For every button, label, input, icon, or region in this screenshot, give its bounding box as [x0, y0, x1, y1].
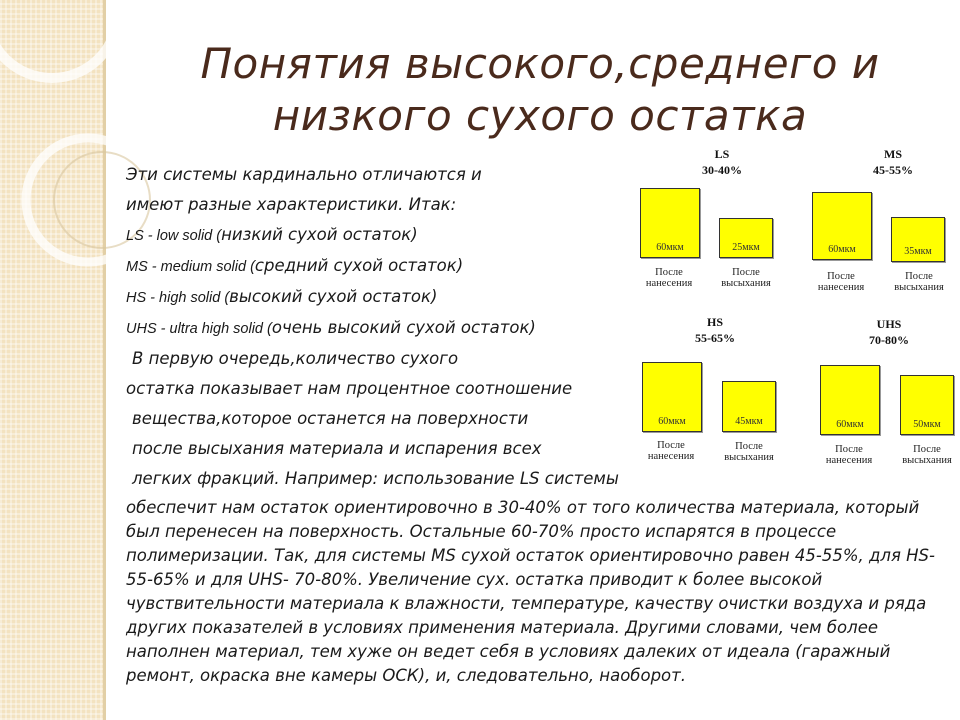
- intro-line: Эти системы кардинально отличаются и: [126, 165, 482, 184]
- hs-code: HS - high solid (: [126, 290, 230, 306]
- caption-before: После нанесения: [825, 444, 873, 466]
- caption-after: После высыхания: [902, 444, 952, 466]
- intro-line: вещества,которое останется на поверхности: [132, 409, 529, 428]
- system-heading: [692, 146, 752, 178]
- uhs-text: очень высокий сухой остаток): [271, 318, 536, 337]
- main-paragraph: обеспечит нам остаток ориентировочно в 30-40% от того количества материала, который был перенесен на поверхность. Остальные 60-70% просто испарятся в процессе полимеризации. Так, для системы MS сухой остаток ориентировочно равен 45-55%, для HS- 55-65% и для UHS- 70-80%. Увеличение сух. остатка приводит к более высокой чувствительности материала к влажности, температуре, качеству очистки воздуха и ряда других показателей в условиях применения материала. Другими словами, чем более наполнен материал, тем хуже он ведет себя в условиях далеких от идеала (гаражный ремонт, окраска вне камеры ОСК), и, следовательно, наоборот.: [126, 498, 935, 685]
- thickness-label: 35мкм: [904, 246, 932, 257]
- title-line-2: низкого сухого остатка: [272, 91, 808, 140]
- ms-code: MS - medium solid (: [126, 259, 255, 275]
- before-box: [640, 188, 700, 258]
- system-heading: [858, 316, 920, 348]
- after-box: [719, 218, 773, 258]
- ls-text: низкий сухой остаток): [221, 225, 418, 244]
- caption-before: После нанесения: [647, 440, 695, 462]
- caption-after: После высыхания: [894, 271, 944, 293]
- system-range: 55-65%: [695, 331, 735, 345]
- system-range: 70-80%: [869, 333, 909, 347]
- intro-line: В первую очередь,количество сухого: [132, 349, 459, 368]
- intro-line: после высыхания материала и испарения всех: [132, 439, 542, 458]
- system-name: LS: [714, 147, 730, 161]
- system-heading: [862, 146, 924, 178]
- system-name: UHS: [876, 317, 902, 331]
- solids-diagram: [630, 140, 960, 480]
- thickness-label: 45мкм: [735, 416, 763, 427]
- intro-line: легких фракций. Например: использование LS системы: [132, 469, 619, 488]
- before-box: [642, 362, 702, 432]
- caption-before: После нанесения: [817, 271, 865, 293]
- caption-after: После высыхания: [724, 441, 774, 463]
- thickness-label: 60мкм: [656, 242, 684, 253]
- after-box: [891, 217, 945, 262]
- intro-line: имеют разные характеристики. Итак:: [126, 195, 457, 214]
- after-box: [722, 381, 776, 432]
- uhs-code: UHS - ultra high solid (: [126, 321, 272, 337]
- title-line-1: Понятия высокого,среднего и: [200, 39, 880, 88]
- system-range: 45-55%: [873, 163, 913, 177]
- system-heading: [685, 314, 745, 346]
- caption-before: После нанесения: [645, 267, 693, 289]
- hs-text: высокий сухой остаток): [229, 287, 438, 306]
- slide-title: [140, 38, 940, 142]
- thickness-label: 25мкм: [732, 242, 760, 253]
- ls-code: LS - low solid (: [126, 228, 222, 244]
- intro-line: остатка показывает нам процентное соотношение: [126, 379, 573, 398]
- thickness-label: 60мкм: [658, 416, 686, 427]
- thickness-label: 60мкм: [828, 244, 856, 255]
- before-box: [820, 365, 880, 435]
- before-box: [812, 192, 872, 260]
- system-range: 30-40%: [702, 163, 742, 177]
- ms-text: средний сухой остаток): [254, 256, 464, 275]
- thickness-label: 60мкм: [836, 419, 864, 430]
- caption-after: После высыхания: [721, 267, 771, 289]
- thickness-label: 50мкм: [913, 419, 941, 430]
- system-name: MS: [884, 147, 902, 161]
- system-name: HS: [706, 315, 723, 329]
- after-box: [900, 375, 954, 435]
